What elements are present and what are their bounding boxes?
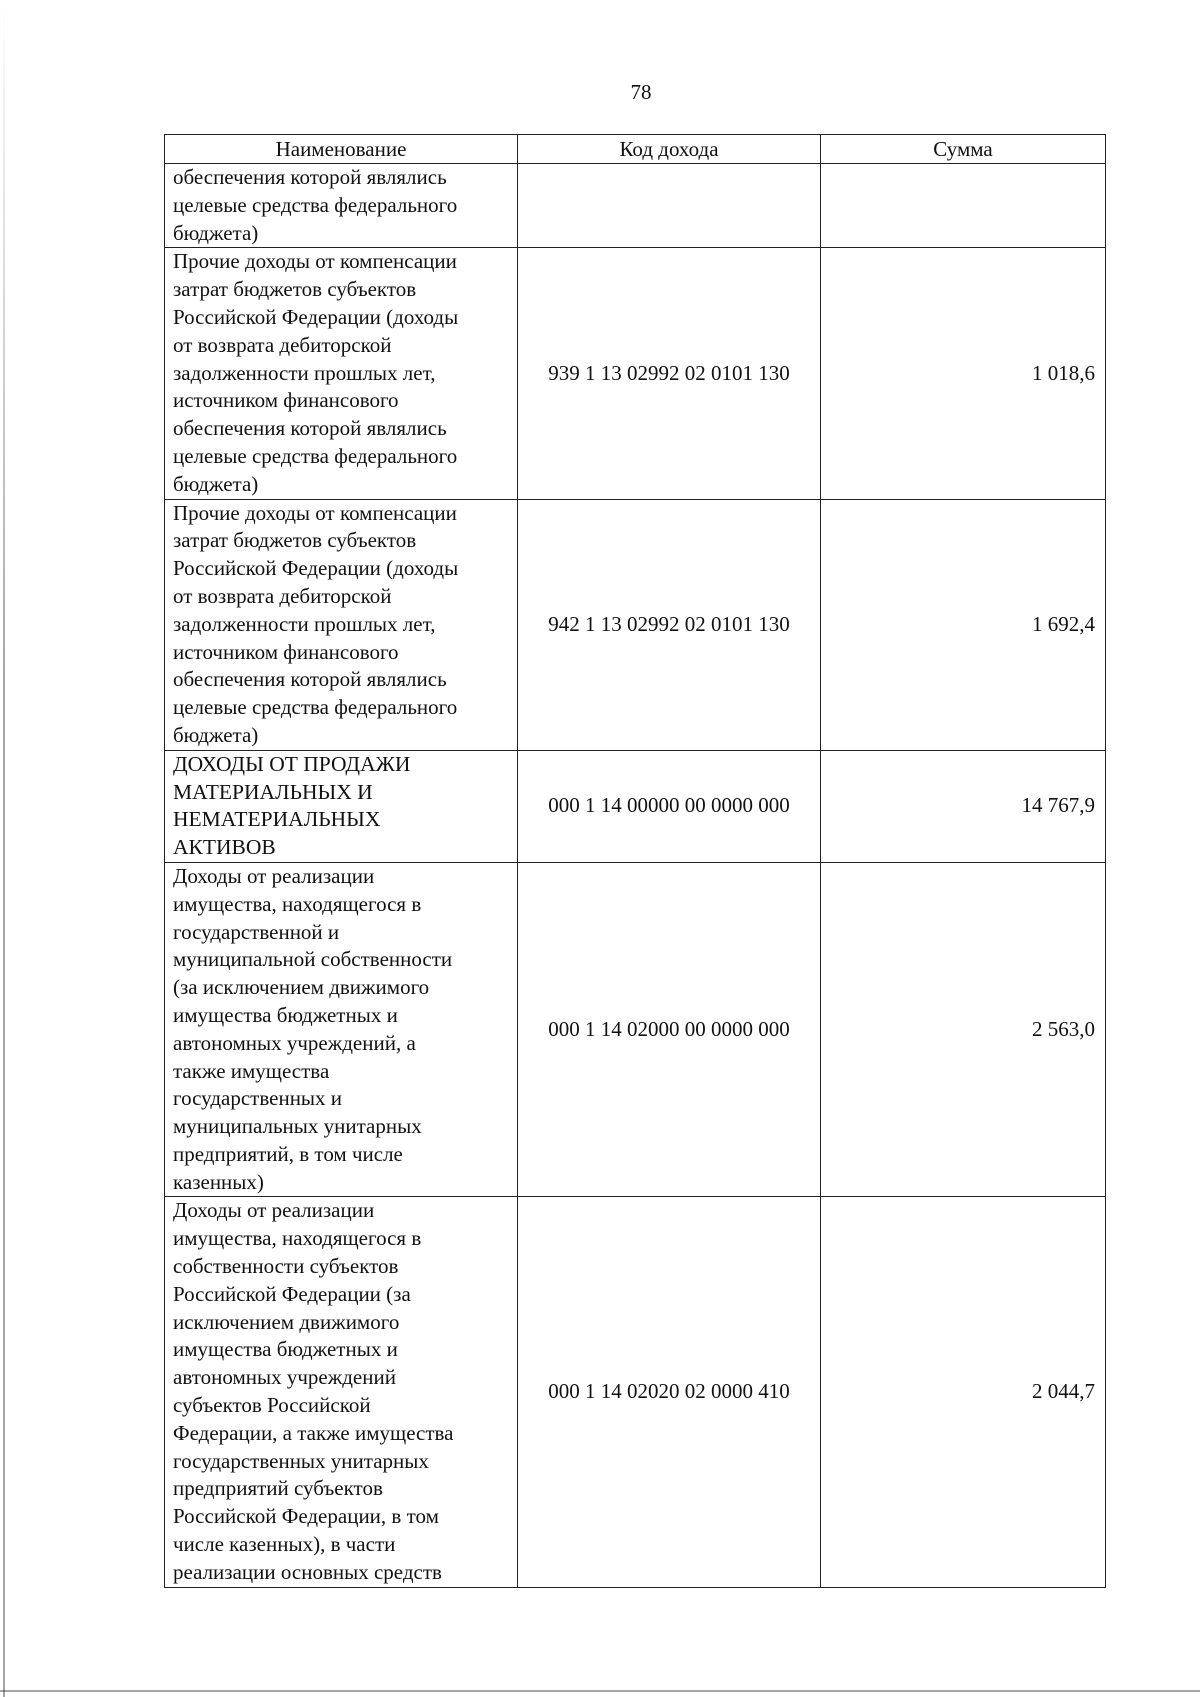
row-sum: 2 044,7 <box>821 1197 1106 1587</box>
row-name: ДОХОДЫ ОТ ПРОДАЖИ МАТЕРИАЛЬНЫХ И НЕМАТЕРИАЛЬНЫХ АКТИВОВ <box>165 750 518 862</box>
row-code <box>518 164 821 248</box>
header-sum: Сумма <box>821 135 1106 164</box>
row-name: обеспечения которой являлись целевые средства федерального бюджета) <box>165 164 518 248</box>
page-number: 78 <box>630 80 652 104</box>
row-sum: 1 692,4 <box>821 499 1106 750</box>
scan-edge-mark <box>3 0 5 1697</box>
row-code: 942 1 13 02992 02 0101 130 <box>518 499 821 750</box>
row-code: 000 1 14 00000 00 0000 000 <box>518 750 821 862</box>
table-row <box>165 1197 1106 1587</box>
row-code: 000 1 14 02020 02 0000 410 <box>518 1197 821 1587</box>
table-header <box>165 135 1106 164</box>
row-name: Прочие доходы от компенсации затрат бюджетов субъектов Российской Федерации (доходы от возврата дебиторской задолженности прошлых лет, источником финансового обеспечения которой являлись целевые средства федерального бюджета) <box>165 499 518 750</box>
row-name: Прочие доходы от компенсации затрат бюджетов субъектов Российской Федерации (доходы от возврата дебиторской задолженности прошлых лет, источником финансового обеспечения которой являлись целевые средства федерального бюджета) <box>165 248 518 499</box>
scan-bottom-mark <box>0 1690 1200 1692</box>
row-name: Доходы от реализации имущества, находящегося в государственной и муниципальной собственности (за исключением движимого имущества бюджетных и автономных учреждений, а также имущества государственных и муниципальных унитарных предприятий, в том числе казенных) <box>165 862 518 1197</box>
header-name: Наименование <box>165 135 518 164</box>
row-sum: 1 018,6 <box>821 248 1106 499</box>
row-sum <box>821 164 1106 248</box>
row-code: 939 1 13 02992 02 0101 130 <box>518 248 821 499</box>
table-row <box>165 750 1106 862</box>
table-row <box>165 862 1106 1197</box>
header-code: Код дохода <box>518 135 821 164</box>
table-row <box>165 248 1106 499</box>
row-sum: 14 767,9 <box>821 750 1106 862</box>
row-code: 000 1 14 02000 00 0000 000 <box>518 862 821 1197</box>
table-row <box>165 499 1106 750</box>
row-name: Доходы от реализации имущества, находящегося в собственности субъектов Российской Федерации (за исключением движимого имущества бюджетных и автономных учреждений субъектов Российской Федерации, а также имущества государственных унитарных предприятий субъектов Российской Федерации, в том числе казенных), в части реализации основных средств <box>165 1197 518 1587</box>
header-row <box>165 135 1106 164</box>
table-row <box>165 164 1106 248</box>
row-sum: 2 563,0 <box>821 862 1106 1197</box>
table-body <box>165 164 1106 1588</box>
revenue-table <box>164 134 1106 1588</box>
